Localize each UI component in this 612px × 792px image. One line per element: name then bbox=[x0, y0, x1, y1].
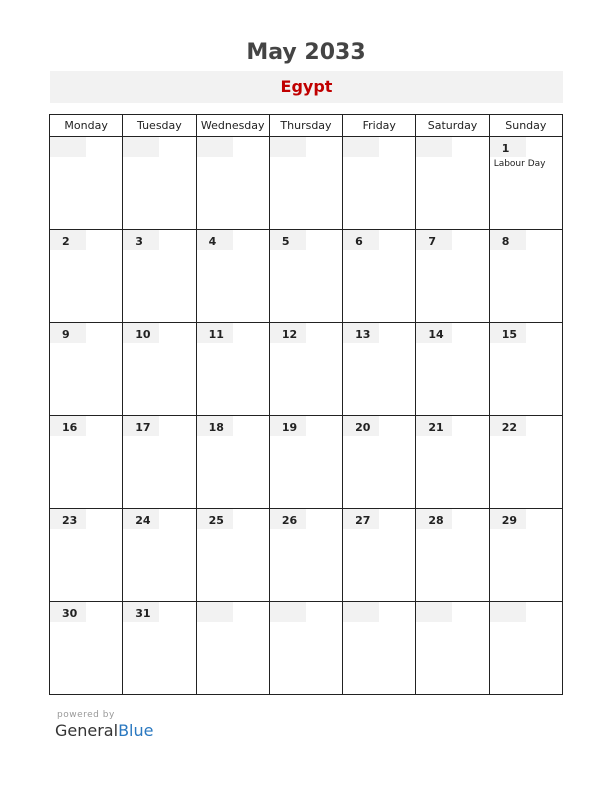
day-cell bbox=[343, 602, 416, 695]
date-box bbox=[343, 602, 379, 622]
weekday-header: Saturday bbox=[416, 115, 489, 137]
weekday-header: Monday bbox=[50, 115, 123, 137]
date-box bbox=[197, 602, 233, 622]
day-cell bbox=[489, 416, 562, 509]
day-cell bbox=[196, 230, 269, 323]
day-cell bbox=[196, 509, 269, 602]
calendar-grid bbox=[49, 114, 563, 695]
day-cell bbox=[416, 137, 489, 230]
day-cell bbox=[196, 416, 269, 509]
weekday-header: Thursday bbox=[269, 115, 342, 137]
date-box bbox=[197, 137, 233, 157]
day-cell bbox=[343, 230, 416, 323]
date-number: 23 bbox=[62, 514, 78, 527]
date-number: 7 bbox=[428, 235, 437, 248]
day-cell bbox=[196, 323, 269, 416]
date-number: 24 bbox=[135, 514, 151, 527]
day-cell bbox=[489, 137, 562, 230]
date-number: 19 bbox=[281, 421, 298, 434]
date-number: 28 bbox=[428, 514, 444, 527]
date-box bbox=[490, 602, 526, 622]
date-number: 2 bbox=[62, 235, 70, 248]
week-row bbox=[50, 602, 563, 695]
page-title: May 2033 bbox=[246, 40, 366, 65]
date-number: 17 bbox=[135, 421, 151, 434]
date-number: 6 bbox=[355, 235, 363, 248]
logo-general-text: General bbox=[55, 721, 119, 740]
date-box bbox=[416, 602, 452, 622]
logo-blue-text: Blue bbox=[118, 721, 154, 740]
date-number: 14 bbox=[428, 328, 444, 341]
date-number: 29 bbox=[501, 514, 517, 527]
date-number: 13 bbox=[355, 328, 371, 341]
date-box bbox=[270, 137, 306, 157]
date-number: 5 bbox=[281, 235, 290, 248]
weekday-header-row bbox=[50, 115, 563, 137]
day-cell bbox=[50, 509, 123, 602]
day-cell bbox=[50, 602, 123, 695]
date-number: 31 bbox=[135, 607, 151, 620]
date-number: 3 bbox=[135, 235, 143, 248]
powered-by-text: powered by bbox=[57, 710, 115, 720]
day-cell bbox=[123, 230, 196, 323]
day-cell bbox=[343, 137, 416, 230]
day-cell bbox=[416, 509, 489, 602]
day-cell bbox=[416, 602, 489, 695]
date-box bbox=[416, 137, 452, 157]
date-number: 27 bbox=[355, 514, 371, 527]
day-cell bbox=[123, 509, 196, 602]
weekday-header: Wednesday bbox=[196, 115, 269, 137]
date-number: 9 bbox=[62, 328, 70, 341]
date-number: 16 bbox=[62, 421, 78, 434]
generalblue-logo[interactable] bbox=[55, 721, 153, 740]
day-cell bbox=[269, 137, 342, 230]
date-number: 4 bbox=[208, 235, 217, 248]
date-box bbox=[343, 137, 379, 157]
day-cell bbox=[50, 416, 123, 509]
week-row bbox=[50, 323, 563, 416]
day-cell bbox=[50, 137, 123, 230]
date-number: 22 bbox=[501, 421, 517, 434]
date-number: 10 bbox=[135, 328, 151, 341]
day-cell bbox=[196, 602, 269, 695]
date-number: 8 bbox=[501, 235, 510, 248]
day-cell bbox=[50, 230, 123, 323]
day-cell bbox=[123, 323, 196, 416]
day-cell bbox=[489, 230, 562, 323]
day-cell bbox=[123, 137, 196, 230]
day-cell bbox=[196, 137, 269, 230]
day-cell bbox=[269, 323, 342, 416]
day-cell bbox=[269, 416, 342, 509]
date-number: 15 bbox=[501, 328, 517, 341]
day-cell bbox=[123, 416, 196, 509]
weekday-header: Sunday bbox=[489, 115, 562, 137]
week-row bbox=[50, 509, 563, 602]
date-box bbox=[123, 137, 159, 157]
day-cell bbox=[416, 323, 489, 416]
day-cell bbox=[489, 602, 562, 695]
date-number: 26 bbox=[281, 514, 298, 527]
day-cell bbox=[489, 323, 562, 416]
holiday-label: Labour Day bbox=[493, 159, 546, 169]
date-number: 30 bbox=[62, 607, 78, 620]
date-number: 12 bbox=[281, 328, 298, 341]
date-number: 18 bbox=[208, 421, 224, 434]
week-row bbox=[50, 137, 563, 230]
week-row bbox=[50, 416, 563, 509]
weekday-header: Friday bbox=[343, 115, 416, 137]
date-number: 11 bbox=[208, 328, 224, 341]
day-cell bbox=[50, 323, 123, 416]
day-cell bbox=[343, 323, 416, 416]
date-number: 25 bbox=[208, 514, 224, 527]
date-box bbox=[270, 602, 306, 622]
date-number: 21 bbox=[428, 421, 444, 434]
day-cell bbox=[123, 602, 196, 695]
day-cell bbox=[489, 509, 562, 602]
country-label: Egypt bbox=[50, 71, 563, 103]
day-cell bbox=[343, 509, 416, 602]
day-cell bbox=[269, 230, 342, 323]
day-cell bbox=[416, 230, 489, 323]
day-cell bbox=[343, 416, 416, 509]
date-number: 20 bbox=[355, 421, 371, 434]
day-cell bbox=[416, 416, 489, 509]
day-cell bbox=[269, 602, 342, 695]
day-cell bbox=[269, 509, 342, 602]
week-row bbox=[50, 230, 563, 323]
date-box bbox=[50, 137, 86, 157]
weekday-header: Tuesday bbox=[123, 115, 196, 137]
date-number: 1 bbox=[501, 142, 510, 155]
